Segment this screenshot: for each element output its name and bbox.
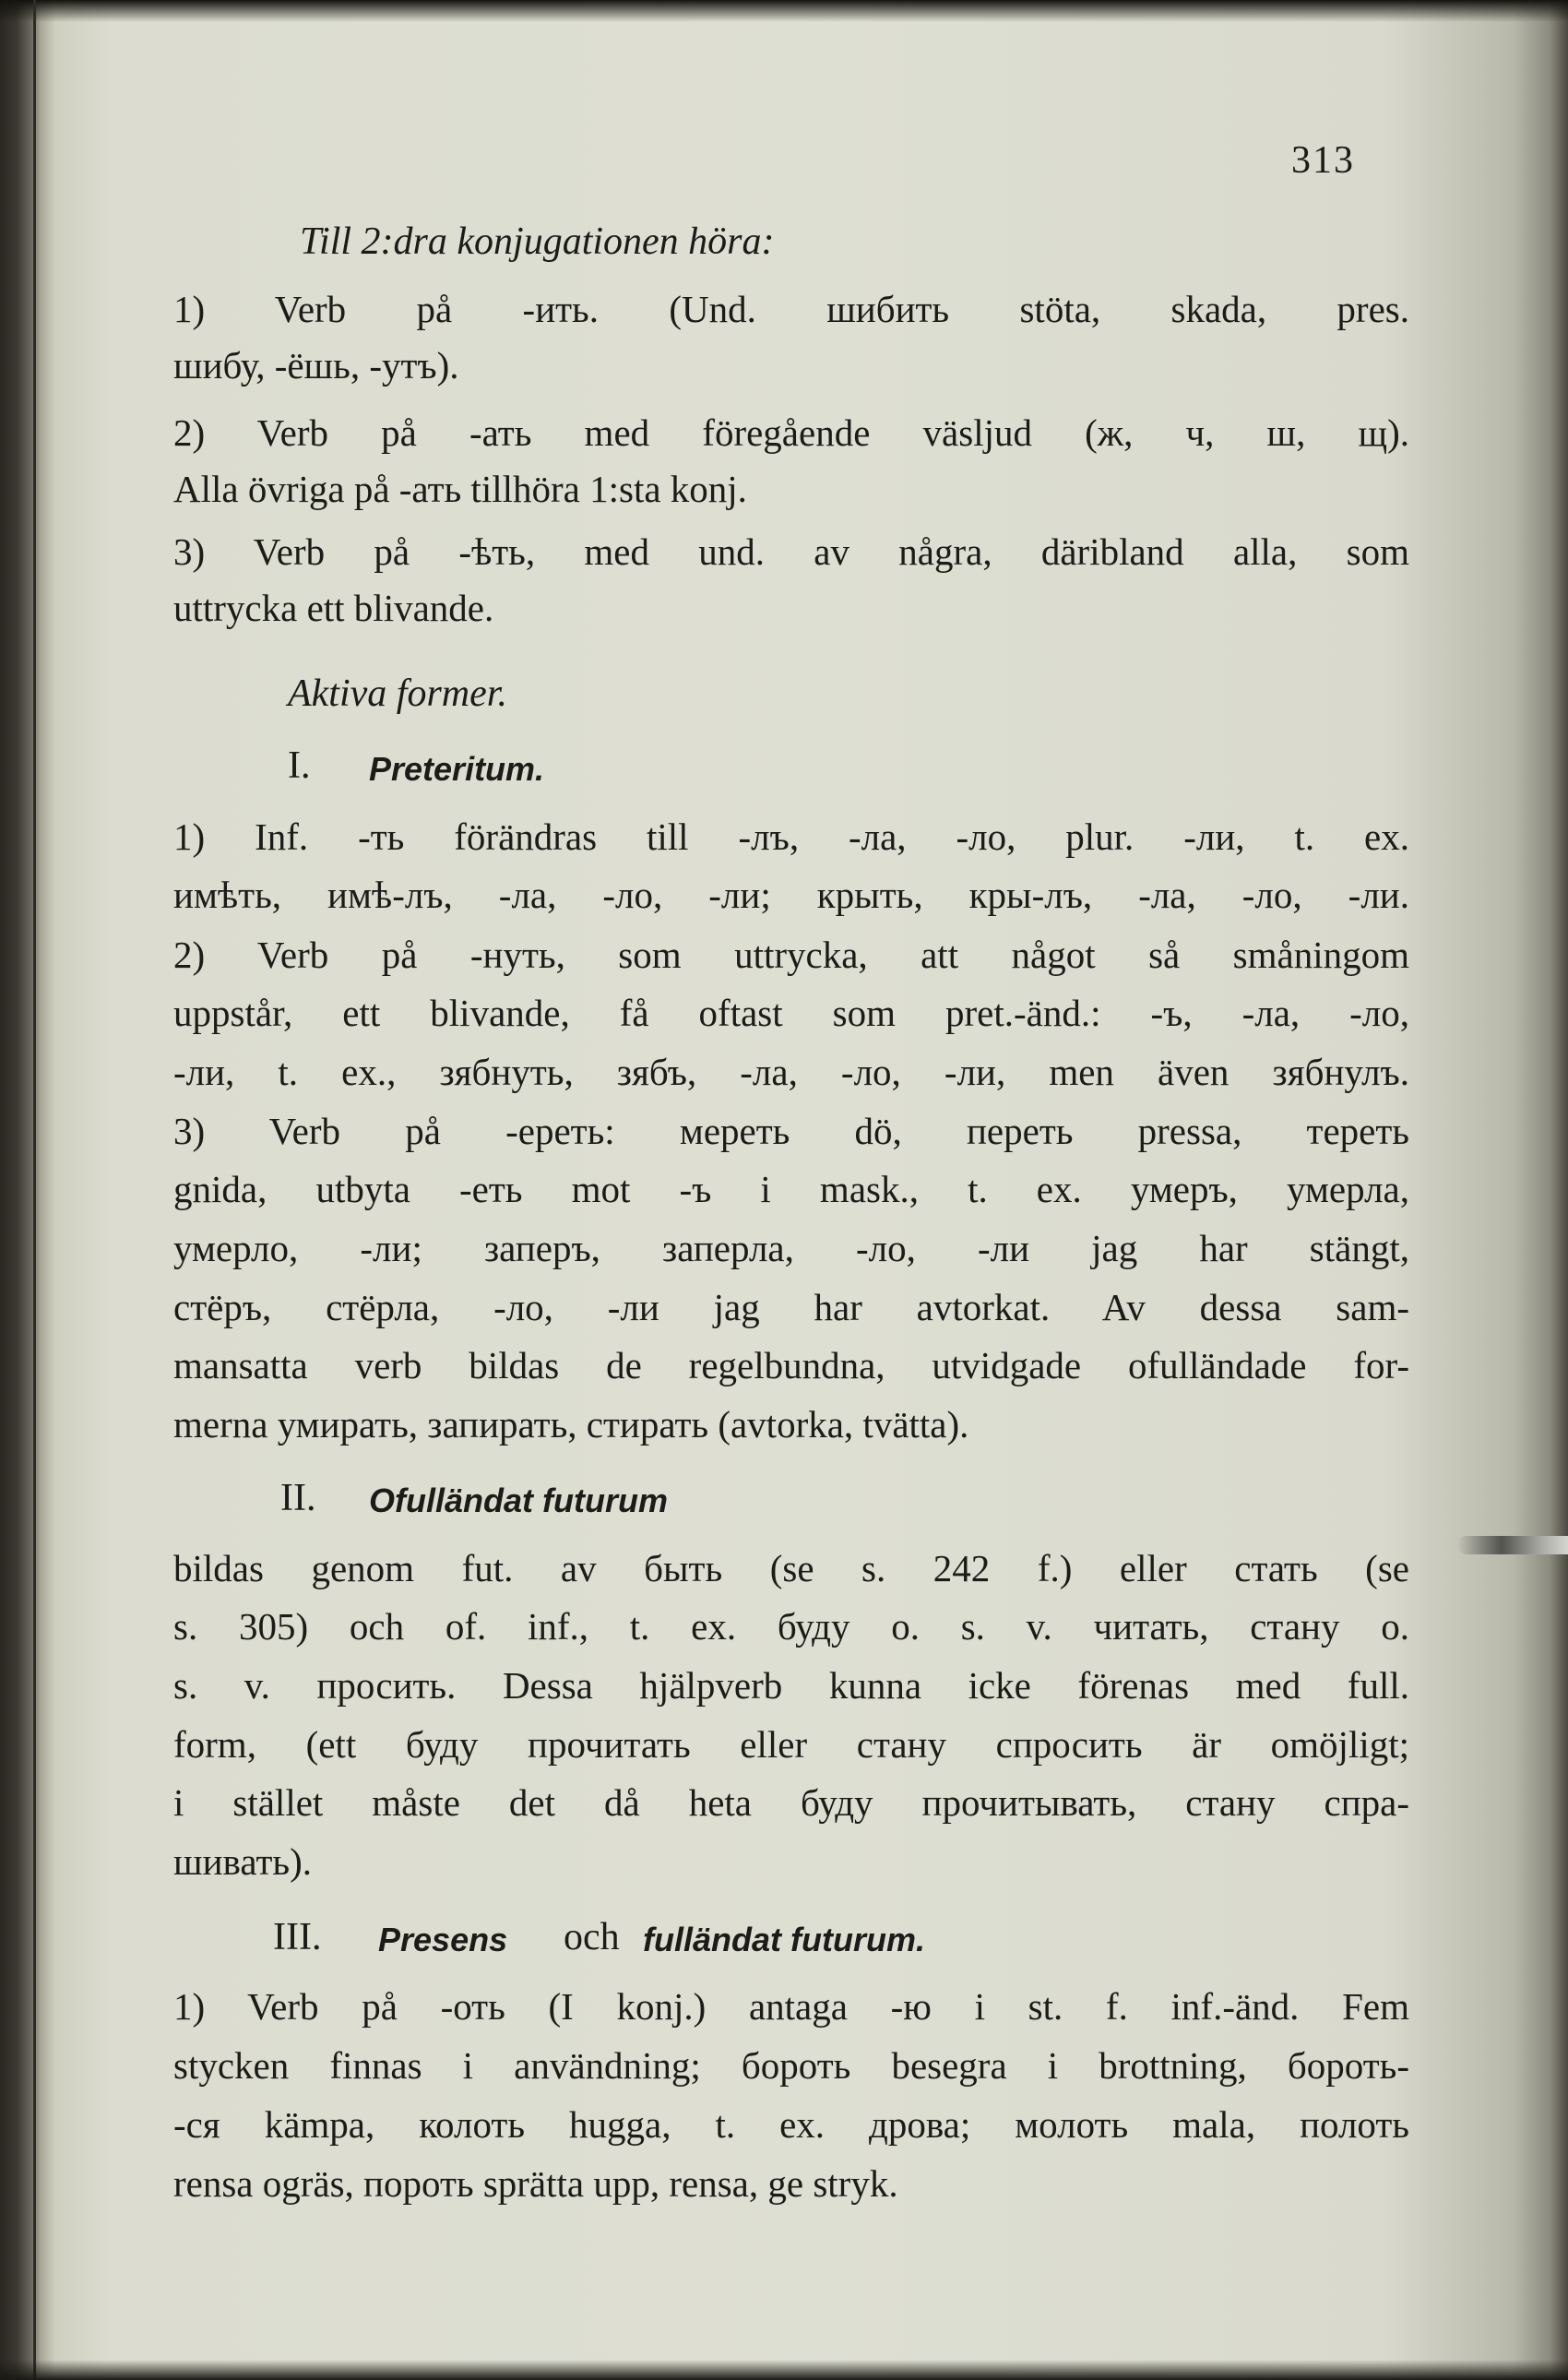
roman-numeral: II. (280, 1477, 316, 1519)
heading-fullandat-futurum: fulländat futurum. (643, 1921, 925, 1958)
heading-ofullandat-futurum: Ofulländat futurum (369, 1482, 668, 1519)
page-number: 313 (1291, 139, 1355, 182)
text-line: 2) Verb på -нуть, som uttrycka, att något så småningom (173, 934, 1409, 976)
text-line: умерло, -ли; заперъ, заперла, -ло, -ли jag har stängt, (173, 1227, 1409, 1269)
text-line: rensa ogräs, пороть sprätta upp, rensa, ge stryk. (173, 2162, 898, 2205)
heading-och: och (564, 1916, 620, 1958)
section-intro: Till 2:dra konjugationen höra: (300, 220, 775, 263)
text-line: имѣть, имѣ-лъ, -ла, -ло, -ли; крыть, кры-лъ, -ла, -ло, -ли. (173, 874, 1409, 916)
bookmark-ribbon (1457, 1536, 1568, 1554)
text-line: form, (ett буду прочитать eller стану спросить är omöjligt; (173, 1723, 1409, 1766)
text-line: uttrycka ett blivande. (173, 587, 494, 629)
text-line: bildas genom fut. av быть (se s. 242 f.) eller стать (se (173, 1547, 1409, 1589)
text-line: merna умирать, запирать, стирать (avtorka, tvätta). (173, 1403, 969, 1446)
roman-numeral: I. (288, 744, 311, 787)
heading-preteritum: Preteritum. (369, 750, 545, 788)
text-line: i stället måste det då heta буду прочитывать, стану спра- (173, 1781, 1409, 1824)
text-line: 3) Verb på -ѣть, med und. av några, däribland alla, som (173, 530, 1409, 573)
text-line: s. 305) och of. inf., t. ex. буду o. s. v. читать, стану o. (173, 1605, 1409, 1648)
text-line: -ся kämpa, колоть hugga, t. ex. дрова; молоть mala, полоть (173, 2103, 1409, 2146)
text-line: stycken finnas i användning; бороть besegra i brottning, бороть- (173, 2044, 1409, 2087)
text-line: gnida, utbyta -еть mot -ъ i mask., t. ex. умеръ, умерла, (173, 1168, 1409, 1210)
text-line: стёръ, стёрла, -ло, -ли jag har avtorkat. Av dessa sam- (173, 1286, 1409, 1328)
text-line: шибу, -ёшь, -утъ). (173, 344, 459, 387)
text-line: 1) Verb på -оть (I konj.) antaga -ю i st. f. inf.-änd. Fem (173, 1985, 1409, 2028)
book-gutter (33, 0, 36, 2380)
text-line: 1) Verb på -ить. (Und. шибить stöta, skada, pres. (173, 288, 1409, 330)
text-line: mansatta verb bildas de regelbundna, utvidgade ofulländade for- (173, 1344, 1409, 1386)
text-line: 3) Verb på -ереть: мереть dö, переть pressa, тереть (173, 1110, 1409, 1152)
text-line: uppstår, ett blivande, få oftast som pret.-änd.: -ъ, -ла, -ло, (173, 992, 1409, 1034)
text-line: 2) Verb på -ать med föregående väsljud (ж, ч, ш, щ). (173, 411, 1409, 454)
roman-numeral: III. (273, 1916, 322, 1958)
text-line: s. v. просить. Dessa hjälpverb kunna icke förenas med full. (173, 1664, 1409, 1707)
text-line: Alla övriga på -ать tillhöra 1:sta konj. (173, 468, 747, 510)
heading-presens: Presens (378, 1921, 508, 1958)
text-line: 1) Inf. -ть förändras till -лъ, -ла, -ло, plur. -ли, t. ex. (173, 815, 1409, 858)
heading-aktiva-former: Aktiva former. (288, 672, 507, 715)
text-line: шивать). (173, 1840, 312, 1883)
text-line: -ли, t. ex., зябнуть, зябъ, -ла, -ло, -ли, men även зябнулъ. (173, 1051, 1409, 1093)
